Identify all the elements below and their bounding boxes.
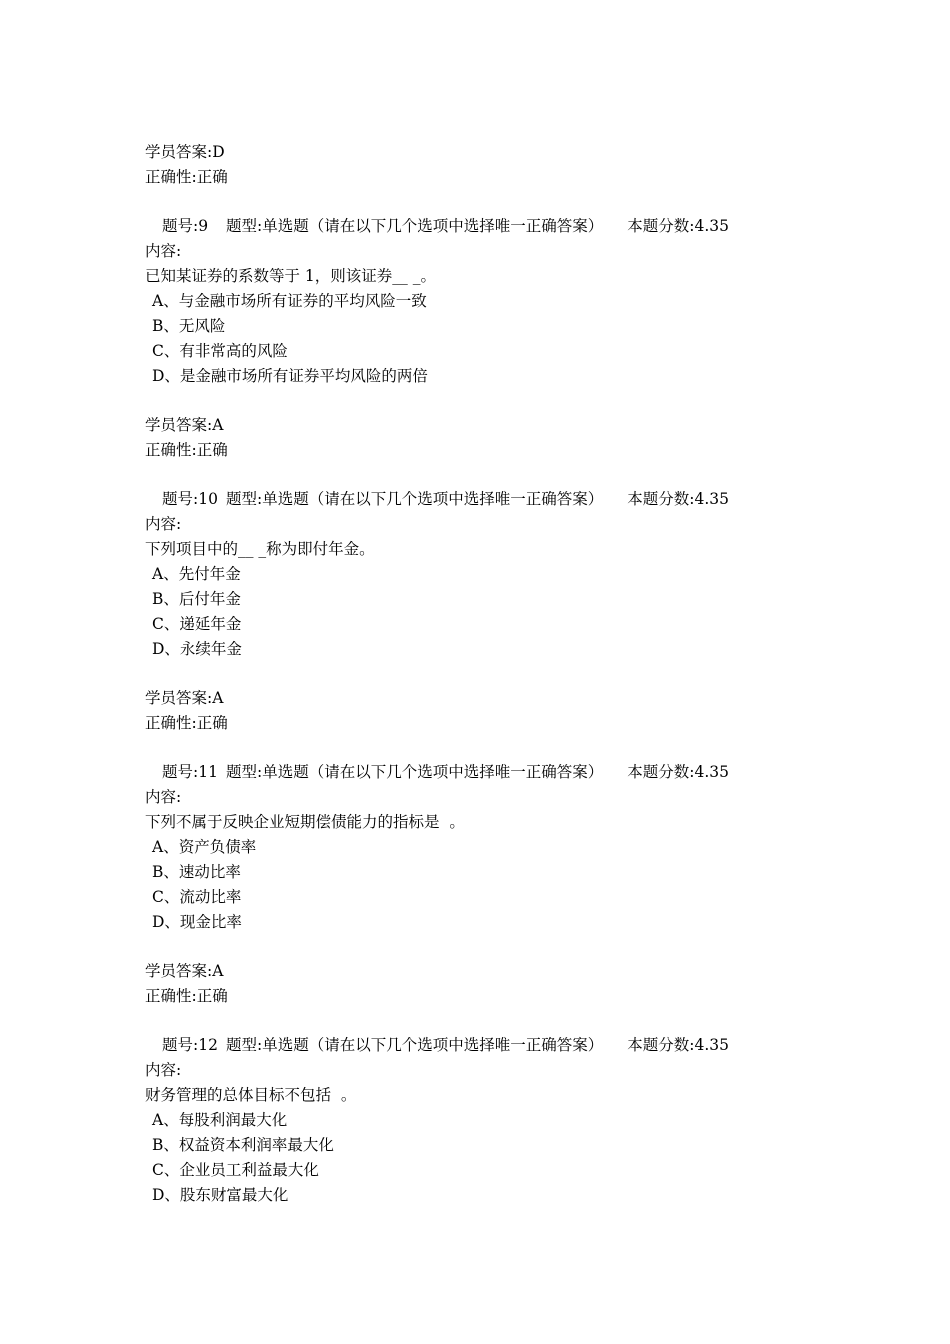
question-stem: 已知某证券的系数等于 1，则该证券__ _。 [145,267,436,285]
option-b: B、无风险 [152,317,226,335]
question-type: 题型:单选题（请在以下几个选项中选择唯一正确答案） [226,1036,604,1054]
student-answer: 学员答案:A [145,416,224,434]
student-answer: 学员答案:A [145,689,224,707]
option-d: D、是金融市场所有证券平均风险的两倍 [152,367,428,385]
question-type: 题型:单选题（请在以下几个选项中选择唯一正确答案） [226,763,604,781]
question-number: 题号:11 [162,763,218,781]
question-type: 题型:单选题（请在以下几个选项中选择唯一正确答案） [226,490,604,508]
option-c: C、有非常高的风险 [152,342,288,360]
option-c: C、递延年金 [152,615,242,633]
question-stem: 财务管理的总体目标不包括 。 [145,1086,357,1104]
option-b: B、速动比率 [152,863,241,881]
correctness: 正确性:正确 [145,168,228,186]
question-stem: 下列项目中的__ _称为即付年金。 [145,540,375,558]
content-label: 内容: [145,1061,182,1079]
question-type: 题型:单选题（请在以下几个选项中选择唯一正确答案） [226,217,604,235]
question-header [145,760,845,785]
correctness: 正确性:正确 [145,441,228,459]
option-a: A、先付年金 [152,565,241,583]
content-label: 内容: [145,242,182,260]
question-block [145,214,845,487]
option-b: B、后付年金 [152,590,241,608]
option-c: C、企业员工利益最大化 [152,1161,319,1179]
content-label: 内容: [145,515,182,533]
question-header [145,214,845,239]
question-score: 本题分数:4.35 [627,1036,729,1054]
student-answer: 学员答案:D [145,143,225,161]
option-d: D、股东财富最大化 [152,1186,289,1204]
student-answer: 学员答案:A [145,962,224,980]
question-block [145,760,845,1033]
question-block [145,1033,845,1208]
option-a: A、每股利润最大化 [152,1111,288,1129]
question-stem: 下列不属于反映企业短期偿债能力的指标是 。 [145,813,465,831]
question-score: 本题分数:4.35 [627,217,729,235]
question-number: 题号:9 [162,217,209,235]
question-header [145,1033,845,1058]
option-c: C、流动比率 [152,888,242,906]
content-label: 内容: [145,788,182,806]
question-header [145,487,845,512]
correctness: 正确性:正确 [145,987,228,1005]
option-b: B、权益资本利润率最大化 [152,1136,334,1154]
option-d: D、现金比率 [152,913,242,931]
question-score: 本题分数:4.35 [627,490,729,508]
question-score: 本题分数:4.35 [627,763,729,781]
correctness: 正确性:正确 [145,714,228,732]
question-block [145,487,845,760]
question-number: 题号:10 [162,490,218,508]
option-a: A、与金融市场所有证券的平均风险一致 [152,292,427,310]
document-page [145,140,845,1208]
question-number: 题号:12 [162,1036,218,1054]
option-a: A、资产负债率 [152,838,257,856]
option-d: D、永续年金 [152,640,242,658]
